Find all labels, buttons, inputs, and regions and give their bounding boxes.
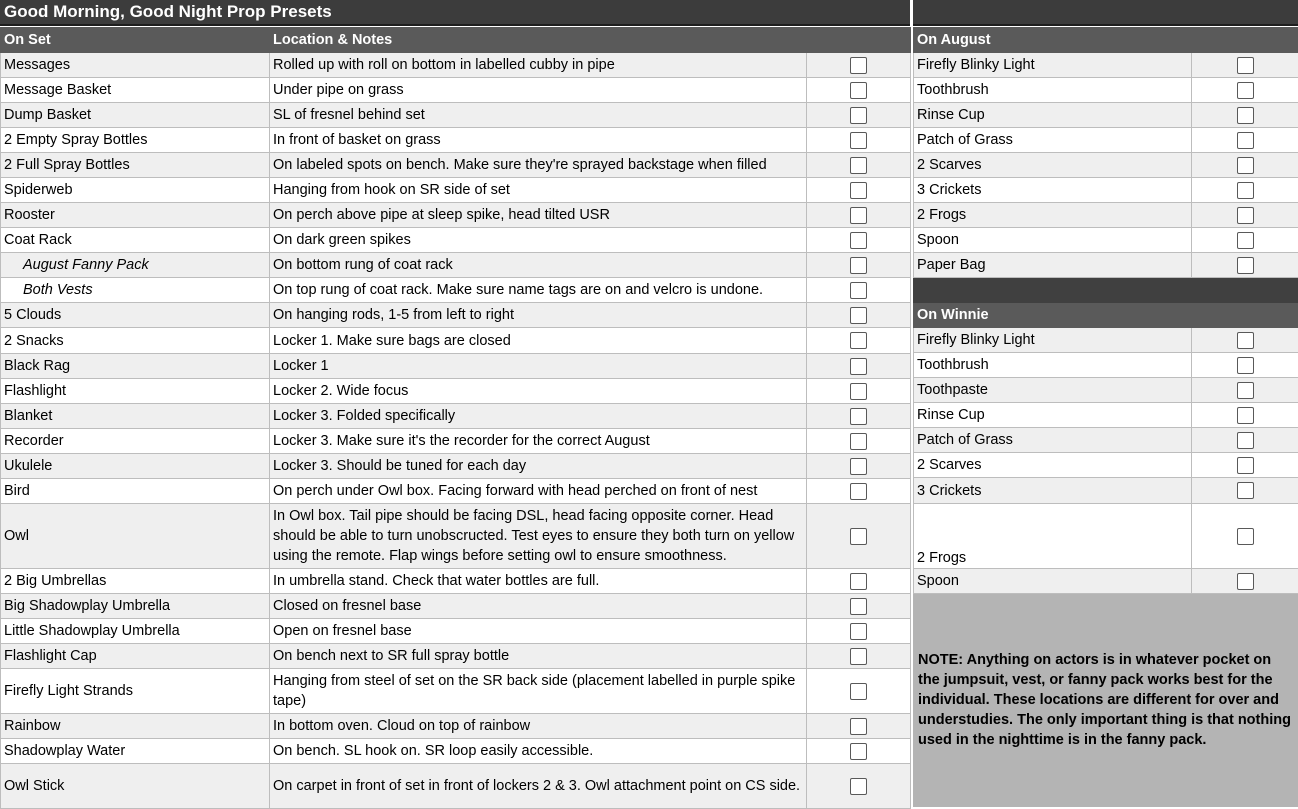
check-cell [807, 454, 911, 479]
on-set-row-spiderweb [1, 178, 911, 203]
location-note: On bench next to SR full spray bottle [270, 644, 807, 669]
on-august-row-patch-of-grass [914, 128, 1298, 153]
checkbox[interactable] [1237, 232, 1254, 249]
on-set-item: Messages [1, 53, 270, 78]
on-winnie-item: 2 Scarves [914, 453, 1192, 478]
on-winnie-item: Toothpaste [914, 378, 1192, 403]
on-winnie-header-row [914, 303, 1298, 328]
location-note: On perch above pipe at sleep spike, head tilted USR [270, 203, 807, 228]
section-spacer [914, 278, 1298, 303]
check-cell [1192, 178, 1298, 203]
on-winnie-row-3-crickets [914, 478, 1298, 504]
on-set-row-firefly-light-strands [1, 669, 911, 714]
on-set-row-messages [1, 53, 911, 78]
check-cell [1192, 353, 1298, 378]
checkbox[interactable] [850, 57, 867, 74]
on-winnie-row-toothpaste [914, 378, 1298, 403]
check-cell [1192, 253, 1298, 278]
on-august-item: Spoon [914, 228, 1192, 253]
location-note: Rolled up with roll on bottom in labelled cubby in pipe [270, 53, 807, 78]
on-set-row-coat-rack [1, 228, 911, 253]
check-cell [807, 619, 911, 644]
on-winnie-row-toothbrush [914, 353, 1298, 378]
on-set-item: 2 Full Spray Bottles [1, 153, 270, 178]
on-august-row-2-frogs [914, 203, 1298, 228]
on-august-item: Rinse Cup [914, 103, 1192, 128]
checkbox[interactable] [850, 157, 867, 174]
on-set-item: Both Vests [1, 278, 270, 303]
location-note: Locker 3. Should be tuned for each day [270, 454, 807, 479]
location-note: On perch under Owl box. Facing forward with head perched on front of nest [270, 479, 807, 504]
actor-pocket-note: NOTE: Anything on actors is in whatever pocket on the jumpsuit, vest, or fanny pack works best for the individual. These locations are different for over and understudies. The only important thing is that nothing used in the nighttime is in the fanny pack. [914, 594, 1298, 807]
location-note: On carpet in front of set in front of lockers 2 & 3. Owl attachment point on CS side. [270, 764, 807, 809]
check-cell [1192, 478, 1298, 504]
on-set-item: 2 Empty Spray Bottles [1, 128, 270, 153]
on-set-row-big-shadowplay-umbrella [1, 594, 911, 619]
on-actors-table [913, 27, 1298, 807]
on-set-row-2-snacks [1, 328, 911, 354]
checkbox[interactable] [1237, 207, 1254, 224]
sheet-title [0, 0, 1298, 26]
check-cell [807, 78, 911, 103]
on-august-row-3-crickets [914, 178, 1298, 203]
check-cell [807, 379, 911, 404]
on-winnie-row-2-scarves [914, 453, 1298, 478]
on-set-row-both-vests [1, 278, 911, 303]
on-set-item: Flashlight [1, 379, 270, 404]
on-august-item: Paper Bag [914, 253, 1192, 278]
on-set-row-blanket [1, 404, 911, 429]
check-cell [1192, 453, 1298, 478]
on-set-item: Flashlight Cap [1, 644, 270, 669]
check-cell [1192, 103, 1298, 128]
checkbox[interactable] [1237, 257, 1254, 274]
location-note: Hanging from steel of set on the SR back side (placement labelled in purple spike tape) [270, 669, 807, 714]
checkbox[interactable] [1237, 57, 1254, 74]
check-cell [807, 278, 911, 303]
on-set-row-owl-stick [1, 764, 911, 809]
checkbox[interactable] [850, 778, 867, 795]
checkbox[interactable] [1237, 482, 1254, 499]
checkbox[interactable] [850, 433, 867, 450]
spacer-cell [914, 278, 1298, 303]
checkbox[interactable] [1237, 132, 1254, 149]
on-set-row-2-big-umbrellas [1, 569, 911, 594]
on-set-row-little-shadowplay-umbrella [1, 619, 911, 644]
checkbox[interactable] [1237, 107, 1254, 124]
check-cell [1192, 378, 1298, 403]
location-note: Under pipe on grass [270, 78, 807, 103]
on-winnie-item: 3 Crickets [914, 478, 1192, 504]
on-set-item: Recorder [1, 429, 270, 454]
checkbox[interactable] [850, 528, 867, 545]
on-set-row-dump-basket [1, 103, 911, 128]
check-cell [807, 178, 911, 203]
on-set-item: Ukulele [1, 454, 270, 479]
on-set-header-row [1, 28, 911, 53]
location-note: Hanging from hook on SR side of set [270, 178, 807, 203]
on-set-row-rainbow [1, 714, 911, 739]
location-note: On bench. SL hook on. SR loop easily accessible. [270, 739, 807, 764]
on-set-item: Coat Rack [1, 228, 270, 253]
on-august-row-2-scarves [914, 153, 1298, 178]
checkbox[interactable] [1237, 457, 1254, 474]
checkbox[interactable] [850, 648, 867, 665]
on-winnie-row-firefly-blinky-light [914, 328, 1298, 353]
on-set-item: Rainbow [1, 714, 270, 739]
checkbox[interactable] [850, 718, 867, 735]
check-cell [1192, 78, 1298, 103]
checkbox[interactable] [850, 282, 867, 299]
on-set-item: Shadowplay Water [1, 739, 270, 764]
on-set-item: Bird [1, 479, 270, 504]
checkbox[interactable] [1237, 182, 1254, 199]
on-set-item: Little Shadowplay Umbrella [1, 619, 270, 644]
on-set-row-flashlight-cap [1, 644, 911, 669]
on-august-item: 2 Frogs [914, 203, 1192, 228]
checkbox[interactable] [850, 107, 867, 124]
on-august-header-row [914, 28, 1298, 53]
on-august-row-spoon [914, 228, 1298, 253]
checkbox[interactable] [1237, 157, 1254, 174]
checkbox[interactable] [850, 743, 867, 760]
on-august-item: Patch of Grass [914, 128, 1192, 153]
location-note: In Owl box. Tail pipe should be facing DSL, head facing opposite corner. Head should be able to turn unobscructed. Test eyes to ensure they both turn on yellow using the remote. Flap wings before setting owl to ensure smoothness. [270, 504, 807, 569]
location-note: On dark green spikes [270, 228, 807, 253]
check-cell [807, 714, 911, 739]
checkbox[interactable] [850, 132, 867, 149]
on-winnie-row-spoon [914, 569, 1298, 594]
check-cell [807, 303, 911, 328]
check-cell [807, 504, 911, 569]
check-cell [807, 128, 911, 153]
on-set-item: Spiderweb [1, 178, 270, 203]
checkbox[interactable] [1237, 432, 1254, 449]
on-set-row-recorder [1, 429, 911, 454]
on-august-item: Firefly Blinky Light [914, 53, 1192, 78]
on-set-item: Dump Basket [1, 103, 270, 128]
check-cell [807, 404, 911, 429]
on-august-row-paper-bag [914, 253, 1298, 278]
check-cell [807, 153, 911, 178]
sheet-title-text: Good Morning, Good Night Prop Presets [4, 2, 332, 21]
on-set-item: Black Rag [1, 354, 270, 379]
header-location-notes: Location & Notes [270, 28, 807, 53]
on-set-row-rooster [1, 203, 911, 228]
on-set-item: Big Shadowplay Umbrella [1, 594, 270, 619]
on-set-row-5-clouds [1, 303, 911, 328]
checkbox[interactable] [1237, 528, 1254, 545]
check-cell [1192, 203, 1298, 228]
location-note: Open on fresnel base [270, 619, 807, 644]
on-set-item: Owl Stick [1, 764, 270, 809]
on-set-item: 5 Clouds [1, 303, 270, 328]
check-cell [807, 203, 911, 228]
checkbox[interactable] [850, 82, 867, 99]
check-cell [1192, 504, 1298, 569]
on-august-item: Toothbrush [914, 78, 1192, 103]
check-cell [807, 479, 911, 504]
location-note: On top rung of coat rack. Make sure name tags are on and velcro is undone. [270, 278, 807, 303]
title-divider [910, 0, 913, 26]
on-august-row-firefly-blinky-light [914, 53, 1298, 78]
on-set-row-bird [1, 479, 911, 504]
on-set-row-2-empty-spray-bottles [1, 128, 911, 153]
on-set-row-flashlight [1, 379, 911, 404]
on-set-row-shadowplay-water [1, 739, 911, 764]
checkbox[interactable] [1237, 332, 1254, 349]
checkbox[interactable] [850, 458, 867, 475]
check-cell [1192, 328, 1298, 353]
checkbox[interactable] [850, 232, 867, 249]
on-set-row-message-basket [1, 78, 911, 103]
on-winnie-item: Toothbrush [914, 353, 1192, 378]
on-august-item: 2 Scarves [914, 153, 1192, 178]
checkbox[interactable] [1237, 573, 1254, 590]
location-note: Closed on fresnel base [270, 594, 807, 619]
checkbox[interactable] [850, 623, 867, 640]
location-note: On hanging rods, 1-5 from left to right [270, 303, 807, 328]
check-cell [1192, 228, 1298, 253]
location-note: In bottom oven. Cloud on top of rainbow [270, 714, 807, 739]
on-winnie-row-patch-of-grass [914, 428, 1298, 453]
location-note: Locker 2. Wide focus [270, 379, 807, 404]
checkbox[interactable] [850, 332, 867, 349]
checkbox[interactable] [850, 598, 867, 615]
on-winnie-item: Rinse Cup [914, 403, 1192, 428]
check-cell [807, 354, 911, 379]
check-cell [807, 764, 911, 809]
check-cell [807, 644, 911, 669]
checkbox[interactable] [1237, 357, 1254, 374]
checkbox[interactable] [850, 408, 867, 425]
on-winnie-row-2-frogs [914, 504, 1298, 569]
location-note: Locker 1 [270, 354, 807, 379]
checkbox[interactable] [850, 182, 867, 199]
on-set-item: 2 Snacks [1, 328, 270, 354]
on-august-item: 3 Crickets [914, 178, 1192, 203]
location-note: On bottom rung of coat rack [270, 253, 807, 278]
check-cell [807, 739, 911, 764]
location-note: Locker 3. Folded specifically [270, 404, 807, 429]
location-note: Locker 1. Make sure bags are closed [270, 328, 807, 354]
check-cell [1192, 403, 1298, 428]
on-winnie-row-rinse-cup [914, 403, 1298, 428]
on-set-row-ukulele [1, 454, 911, 479]
check-cell [1192, 569, 1298, 594]
on-set-item: Message Basket [1, 78, 270, 103]
note-row [914, 594, 1298, 807]
check-cell [807, 569, 911, 594]
on-winnie-item: Firefly Blinky Light [914, 328, 1192, 353]
checkbox[interactable] [850, 257, 867, 274]
check-cell [807, 328, 911, 354]
check-cell [807, 103, 911, 128]
on-set-row-2-full-spray-bottles [1, 153, 911, 178]
check-cell [807, 228, 911, 253]
on-set-row-black-rag [1, 354, 911, 379]
check-cell [807, 669, 911, 714]
check-cell [807, 253, 911, 278]
on-set-item: Blanket [1, 404, 270, 429]
checkbox[interactable] [850, 683, 867, 700]
checkbox[interactable] [1237, 82, 1254, 99]
checkbox[interactable] [1237, 382, 1254, 399]
on-set-item: 2 Big Umbrellas [1, 569, 270, 594]
check-cell [1192, 428, 1298, 453]
on-set-item: Rooster [1, 203, 270, 228]
check-cell [807, 594, 911, 619]
header-on-august: On August [914, 28, 1298, 53]
checkbox[interactable] [850, 383, 867, 400]
on-set-item: Owl [1, 504, 270, 569]
on-august-row-toothbrush [914, 78, 1298, 103]
header-check [807, 28, 911, 53]
location-note: In umbrella stand. Check that water bottles are full. [270, 569, 807, 594]
checkbox[interactable] [850, 307, 867, 324]
on-winnie-item: Patch of Grass [914, 428, 1192, 453]
checkbox[interactable] [850, 207, 867, 224]
on-set-table [0, 27, 911, 809]
checkbox[interactable] [1237, 407, 1254, 424]
on-winnie-item: 2 Frogs [914, 504, 1192, 569]
location-note: SL of fresnel behind set [270, 103, 807, 128]
check-cell [1192, 53, 1298, 78]
check-cell [807, 53, 911, 78]
on-winnie-item: Spoon [914, 569, 1192, 594]
check-cell [807, 429, 911, 454]
on-set-item: Firefly Light Strands [1, 669, 270, 714]
checkbox[interactable] [850, 573, 867, 590]
on-august-row-rinse-cup [914, 103, 1298, 128]
checkbox[interactable] [850, 358, 867, 375]
header-on-set: On Set [1, 28, 270, 53]
check-cell [1192, 153, 1298, 178]
checkbox[interactable] [850, 483, 867, 500]
on-set-row-august-fanny-pack [1, 253, 911, 278]
header-on-winnie: On Winnie [914, 303, 1298, 328]
on-set-row-owl [1, 504, 911, 569]
location-note: In front of basket on grass [270, 128, 807, 153]
location-note: Locker 3. Make sure it's the recorder for the correct August [270, 429, 807, 454]
on-set-item: August Fanny Pack [1, 253, 270, 278]
location-note: On labeled spots on bench. Make sure they're sprayed backstage when filled [270, 153, 807, 178]
check-cell [1192, 128, 1298, 153]
